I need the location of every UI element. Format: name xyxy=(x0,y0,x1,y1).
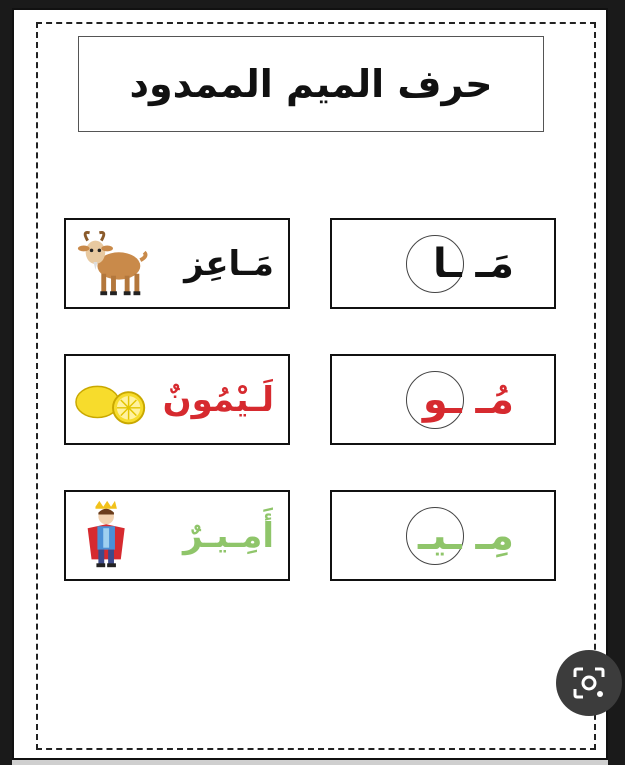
syllable-card-mi xyxy=(330,490,556,581)
word-goat: مَـاعِز xyxy=(184,243,274,284)
syllable-ma: مَـ ـا xyxy=(432,240,514,287)
prince-icon xyxy=(74,498,152,574)
goat-icon xyxy=(74,226,152,302)
syllable-mi: مِـ ـيـ xyxy=(417,512,514,559)
word-card-prince xyxy=(64,490,290,581)
word-card-lemon xyxy=(64,354,290,445)
word-card-goat xyxy=(64,218,290,309)
title-box xyxy=(78,36,544,132)
lens-search-icon xyxy=(571,665,607,701)
footer-strip xyxy=(12,760,608,765)
page-title: حرف الميم الممدود xyxy=(129,62,493,106)
syllable-card-mu xyxy=(330,354,556,445)
lemon-icon xyxy=(74,362,152,438)
lens-search-button[interactable] xyxy=(556,650,622,716)
syllable-card-ma xyxy=(330,218,556,309)
word-lemon: لَـيْمُونٌ xyxy=(162,379,274,420)
worksheet-page xyxy=(12,8,608,760)
word-prince: أَمِـيـرٌ xyxy=(183,515,274,556)
syllable-mu: مُـ ـو xyxy=(422,376,514,423)
